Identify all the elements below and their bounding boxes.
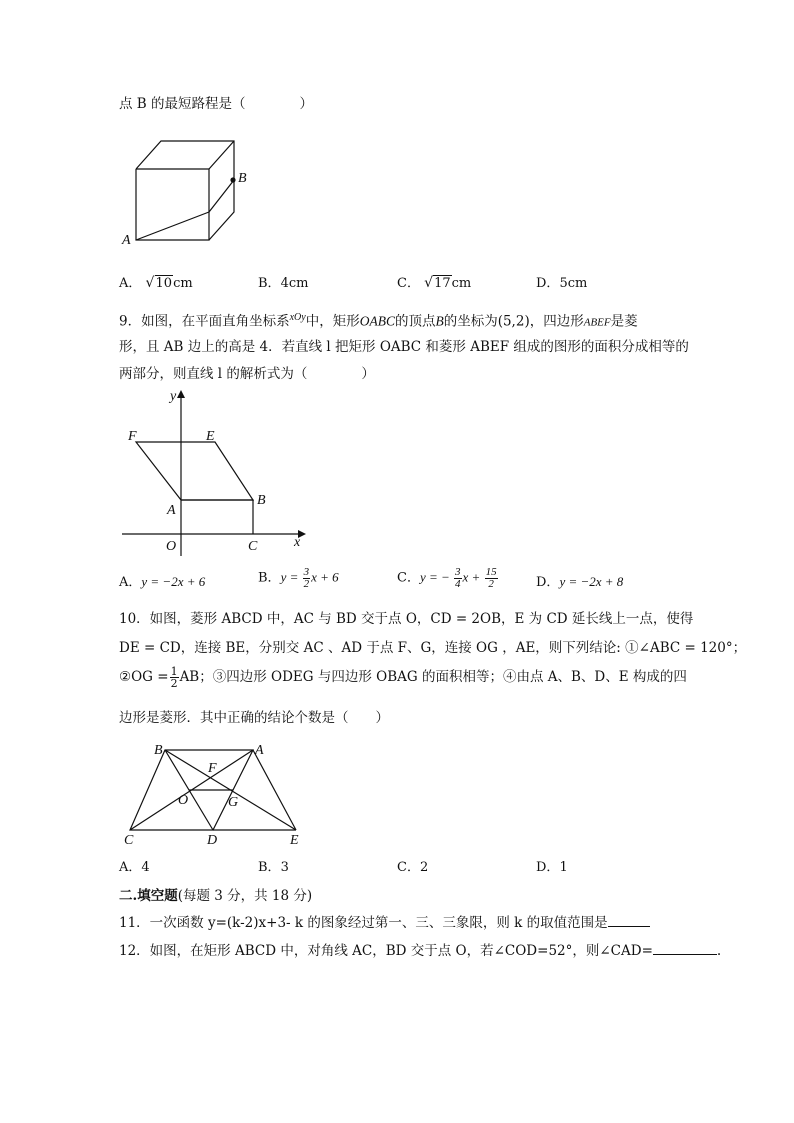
label-d: D [207, 833, 218, 848]
q10-stem-line1: 10．如图，菱形 ABCD 中，AC 与 BD 交于点 O，CD = 2OB，E 为 CD 延长线上一点，使得 [119, 611, 694, 627]
q9-stem-line3: 两部分，则直线 l 的解析式为（ ） [119, 366, 375, 382]
q10-stem-line2: DE = CD，连接 BE，分别交 AC 、AD 于点 F、G，连接 OG ，AE，则下列结论: ①∠ABC = 120°； [119, 640, 747, 656]
q11-text: 11．一次函数 y=(k-2)x+3- k 的图象经过第一、三、三象限，则 k 的取值范围是 [119, 913, 650, 933]
q9-stem-line1: 9．如图，在平面直角坐标系$^{xOy}$中，矩形OABC的顶点B的坐标为(5,2)，四边形ABEF是菱 [119, 312, 638, 330]
cube-label-a: A [122, 233, 131, 248]
q8-option-c: C． √ 17cm [397, 275, 472, 291]
q8-option-b: B．4cm [258, 276, 309, 291]
label-f: F [128, 429, 137, 444]
q10-option-d: D．1 [536, 860, 568, 875]
label-f: F [208, 761, 217, 776]
point-b-dot [230, 177, 235, 182]
q8-cube-figure [118, 136, 258, 248]
q12-answer-blank [653, 954, 717, 955]
q9-option-b: B．y = $\frac{3}{2}$ x + 6 [258, 566, 339, 590]
axis-label-x: x [294, 535, 301, 550]
q9-stem-line2: 形，且 AB 边上的高是 4．若直线 l 把矩形 OABC 和菱形 ABEF 组成的图形的面积分成相等的 [119, 339, 689, 355]
cube-label-b: B [238, 171, 247, 186]
label-b: B [154, 743, 163, 758]
label-c: C [124, 833, 134, 848]
label-a: A [167, 503, 176, 518]
label-g: G [228, 795, 239, 810]
q10-rhombus-figure [118, 740, 318, 848]
rhombus-abef [136, 442, 253, 500]
label-a: A [255, 743, 264, 758]
label-o: O [166, 539, 177, 554]
section-2-heading: 二.填空题(每题 3 分，共 18 分) [119, 888, 313, 904]
label-e: E [290, 833, 299, 848]
q12-text: 12．如图，在矩形 ABCD 中，对角线 AC，BD 交于点 O，若∠COD=52°，则∠CAD= . [119, 943, 722, 959]
label-o: O [178, 793, 189, 808]
q9-option-a: A．y = −2x + 6 [119, 574, 206, 590]
rectangle-oabc [181, 500, 253, 534]
label-c: C [248, 539, 258, 554]
q10-option-c: C．2 [397, 860, 429, 875]
q8-stem-tail: 点 B 的最短路程是（ ） [119, 96, 314, 112]
y-axis-arrow [177, 390, 185, 398]
q8-option-a: A． √ 10cm [119, 275, 193, 291]
q9-option-d: D．y = −2x + 8 [536, 574, 624, 590]
q11-answer-blank [608, 926, 650, 927]
q10-stem-line4: 边形是菱形．其中正确的结论个数是（ ） [119, 710, 389, 726]
label-b: B [257, 493, 266, 508]
axis-label-y: y [170, 389, 177, 404]
q10-stem-line3: ②OG = $\frac{1}{2}$ AB；③四边形 ODEG 与四边形 OBAG 的面积相等；④由点 A、B、D、E 构成的四 [119, 665, 687, 690]
q9-option-c: C．y = − $\frac{3}{4}$ x + $\frac{15}{2}$ [397, 566, 497, 590]
q9-coordinate-figure [118, 386, 318, 561]
label-e: E [206, 429, 215, 444]
q10-option-b: B．3 [258, 860, 289, 875]
segment-ae [253, 750, 296, 830]
q8-option-d: D．5cm [536, 276, 588, 291]
q10-option-a: A．4 [119, 860, 150, 875]
